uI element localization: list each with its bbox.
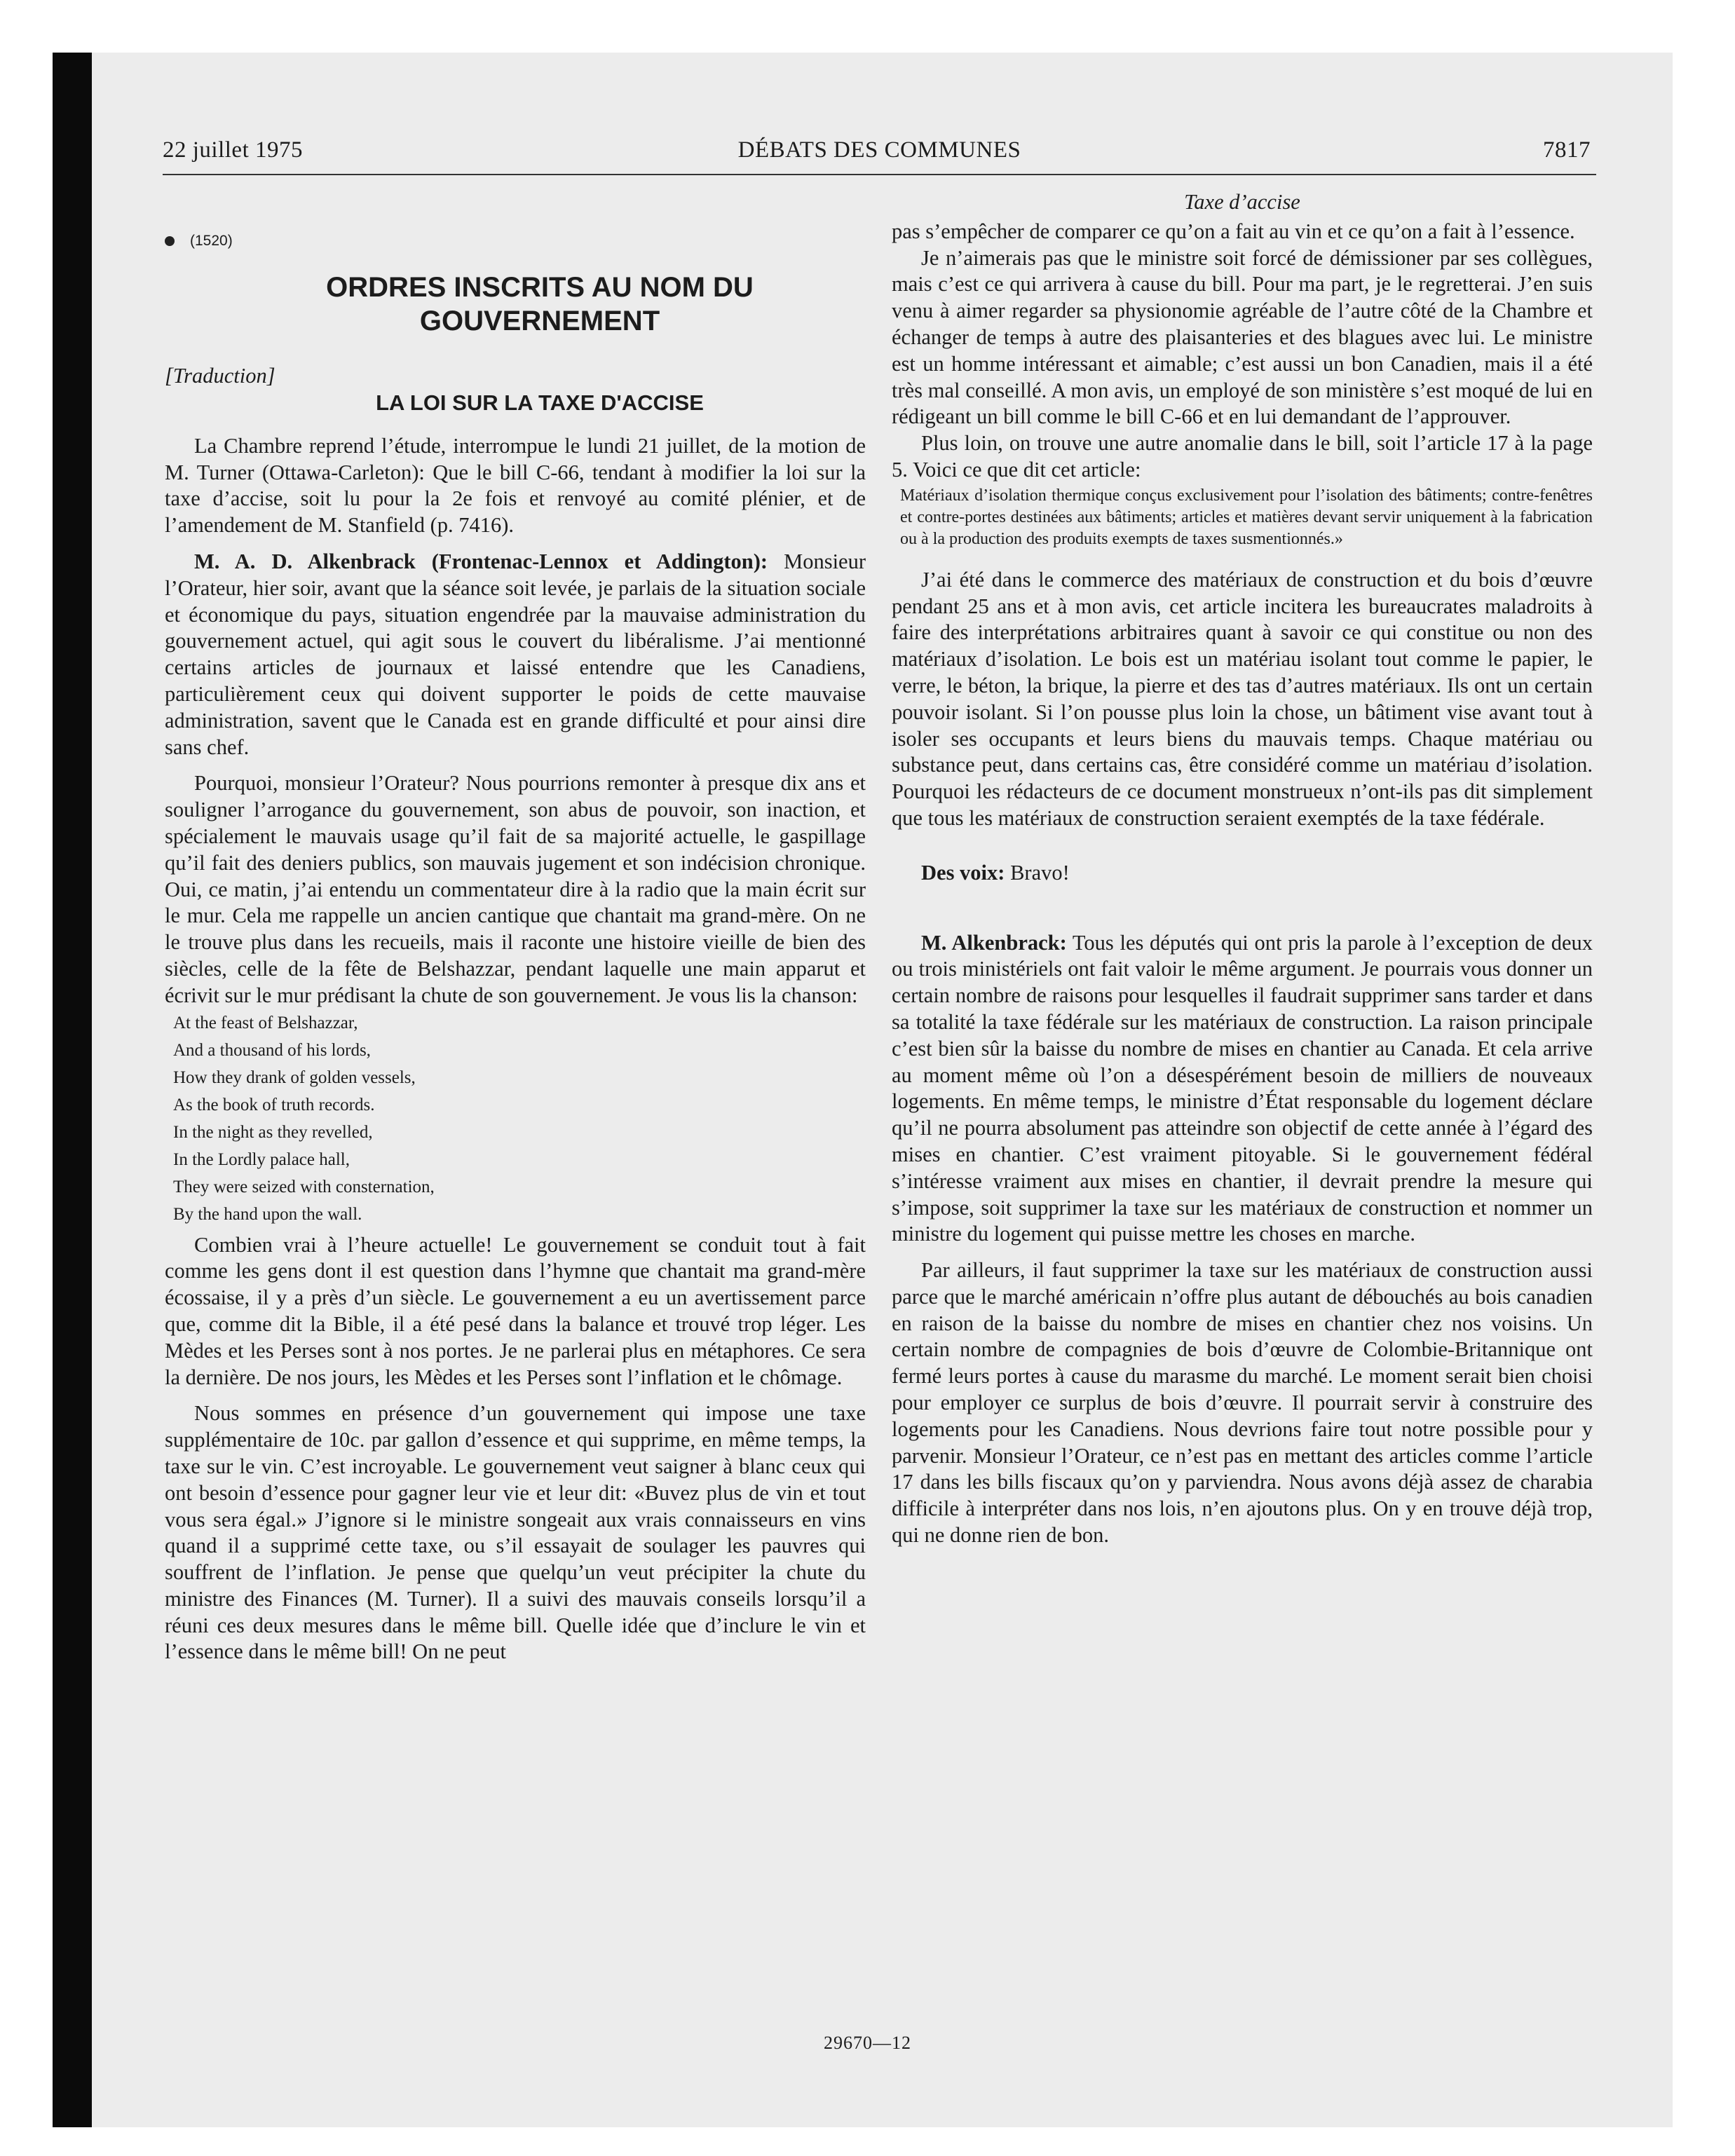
speech-text: Tous les députés qui ont pris la parole à l’exception de deux ou trois ministériels ont fait valoir le même argument. Je pourrais vous donner un certain nombre de raisons pour lesquelles il faudrait supprimer sans tarder et dans sa totalité la taxe fédérale sur les matériaux de construction. La raison principale c’est bien sûr la baisse du nombre de mises en chantier au Canada. Et cela arrive au moment même où l’on a désespérément besoin de milliers de nouveaux logements. En même temps, le ministre d’État responsable du logement déclare qu’il ne pourra absolument pas atteindre son objectif de cette année à l’égard des mises en chantier. C’est vraiment pitoyable. Si le gouvernement fédéral s’intéresse vraiment aux mises en chantier, il devrait prendre la mesure qui s’impose, soit supprimer la taxe sur les matériaux de construction et nommer un ministre du logement qui puisse mettre les choses en marche. [892,930,1593,1246]
speech-text: Monsieur l’Orateur, hier soir, avant que la séance soit levée, je parlais de la situation sociale et économique du pays, situation engendrée par la mauvaise administration du gouvernement actuel, qui agit sous le couvert du libéralisme. J’ai mentionné certains articles de journaux et laissé entendre que les Canadiens, particulièrement ceux qui doivent supporter le poids de cette mauvaise administration, savent que le Canada est en grande difficulté et pour ainsi dire sans chef. [165,549,866,759]
speaker-name: M. Alkenbrack: [921,930,1067,955]
quoted-article: Matériaux d’isolation thermique conçus exclusivement pour l’isolation des bâtiments; contre-fenêtres et contre-portes destinées aux bâtiments; articles et matières devant servir uniquement à la fabrication ou à la production des produits exempts de taxes susmentionnés.» [900,486,1593,548]
paragraph: Combien vrai à l’heure actuelle! Le gouvernement se conduit tout à fait comme les gens dont il est question dans l’hymne que chantait ma grand-mère écossaise, il y a près d’un siècle. Le gouvernement a eu un avertissement parce que, comme dit la Bible, il a été pesé dans la balance et trouvé trop léger. Les Mèdes et les Perses sont à nos portes. Je ne parlerai plus en métaphores. Ce sera la dernière. De nos jours, les Mèdes et les Perses sont l’inflation et le chômage. [165,1232,866,1389]
page-header [163,133,1596,175]
scan-edge [53,53,92,2127]
speech-text: Bravo! [1010,860,1070,885]
paragraph [892,860,1593,887]
paragraph: Plus loin, on trouve une autre anomalie dans le bill, soit l’article 17 à la page 5. Voici ce que dit cet article: [892,431,1593,482]
page-number: 7817 [1543,137,1591,163]
paragraph: Par ailleurs, il faut supprimer la taxe sur les matériaux de construction aussi parce que le marché américain n’offre plus autant de débouchés au bois canadien en raison de la baisse du nombre de mises en chantier chez nos voisins. Un certain nombre de compagnies de bois d’œuvre de Colombie-Britannique ont fermé leurs portes à cause du marasme du marché. Le moment serait bien choisi pour employer ce surplus de bois d’œuvre. Il pourrait servir à construire des logements pour les Canadiens. Nous devrions faire tout notre possible pour y parvenir. Monsieur l’Orateur, ce n’est pas en mettant des articles comme l’article 17 dans les bills fiscaux qu’on y parviendra. Nous avons déjà assez de charabia difficile à interpréter dans nos lois, n’en ajoutons plus. On y en trouve déjà trop, qui ne donne rien de bon. [892,1258,1593,1548]
header-title: DÉBATS DES COMMUNES [737,137,1021,163]
verse-line: How they drank of golden vessels, [173,1067,416,1087]
paragraph: Je n’aimerais pas que le ministre soit forcé de démissioner par ses collègues, mais c’est ce qui arrivera à cause du bill. Pour ma part, je le regretterai. J’en suis venu à aimer regarder sa physionomie agréable de l’autre côté de la Chambre et échanger de temps à autre des plaisanteries et des blagues avec lui. Le ministre est un homme intéressant et aimable; c’est aussi un bon Canadien, mais il a été très mal conseillé. A mon avis, un employé de son ministère s’est moqué de lui en rédigeant un bill comme le bill C-66 et en lui demandant de l’approuver. [892,245,1593,429]
bullet-icon [165,236,175,246]
section-heading: ORDRES INSCRITS AU NOM DU GOUVERNEMENT [326,272,754,336]
paragraph: Pourquoi, monsieur l’Orateur? Nous pourrions remonter à presque dix ans et souligner l’arrogance du gouvernement, son abus de pouvoir, son inaction, et spécialement le mauvais usage qu’il fait de sa majorité actuelle, le gaspillage qu’il fait des deniers publics, son mauvais jugement et son indécision chronique. Oui, ce matin, j’ai entendu un commentateur dire à la radio que la main écrit sur le mur. Cela me rappelle un ancien cantique que chantait ma grand-mère. On ne le trouve plus dans les recueils, mais il raconte une histoire vieille de bien des siècles, celle de la fête de Belshazzar, pendant laquelle une main apparut et écrivit sur le mur prédisant la chute de son gouvernement. Je vous lis la chanson: [165,771,866,1007]
paragraph: Nous sommes en présence d’un gouvernement qui impose une taxe supplémentaire de 10c. par gallon d’essence et qui supprime, en même temps, la taxe sur le vin. C’est incroyable. Le gouvernement veut saigner à blanc ceux qui ont besoin d’essence pour gagner leur vie et leur dit: «Buvez plus de vin et tout vous sera égal.» J’ignore si le ministre songeait aux vrais connaisseurs en vins quand il a supprimé cette taxe, ou s’il essayait de soulager les pauvres qui souffrent de l’inflation. Je pense que quelqu’un veut précipiter la chute du ministre des Finances (M. Turner). Il a suivi des mauvais conseils lorsqu’il a réuni ces deux mesures dans le même bill. Quelle idée que d’inclure le vin et l’essence dans le même bill! On ne peut [165,1401,866,1664]
verse-line: By the hand upon the wall. [173,1204,362,1224]
verse-line: In the night as they revelled, [173,1122,373,1142]
speaker-name: Des voix: [921,860,1005,885]
verse-line: They were seized with consternation, [173,1177,435,1196]
paragraph [165,549,866,760]
verse-line: As the book of truth records. [173,1095,375,1114]
translation-note: [Traduction] [165,364,275,388]
verse-line: And a thousand of his lords, [173,1040,371,1060]
left-column [165,189,866,1665]
time-stamp: (1520) [190,233,233,249]
paragraph: pas s’empêcher de comparer ce qu’on a fait au vin et ce qu’on a fait à l’essence. [892,219,1575,243]
verse-line: In the Lordly palace hall, [173,1149,350,1169]
paragraph: J’ai été dans le commerce des matériaux de construction et du bois d’œuvre pendant 25 ans et à mon avis, cet article incitera les bureaucrates maladroits à faire des interprétations arbitraires quant à savoir ce qui constitue ou non des matériaux d’isolation. Le bois est un matériau isolant tout comme le papier, le verre, le béton, la brique, la pierre et des tas d’autres matériaux. Ils ont un certain pouvoir isolant. Si l’on pousse plus loin la chose, un bâtiment vise avant tout à isoler ses occupants et leurs biens du mauvais temps. Chaque matériau ou substance peut, dans certains cas, être considéré comme un matériau d’isolation. Pourquoi les rédacteurs de ce document monstrueux n’ont-ils pas dit simplement que tous les matériaux de construction seraient exemptés de la taxe fédérale. [892,567,1593,830]
time-marker [165,231,866,251]
header-date: 22 juillet 1975 [163,137,303,163]
bill-subheading: LA LOI SUR LA TAXE D'ACCISE [376,390,704,415]
hymn-verse [165,1009,866,1228]
footer-code: 29670—12 [824,2033,911,2053]
paragraph: La Chambre reprend l’étude, interrompue le lundi 21 juillet, de la motion de M. Turner (Ottawa-Carleton): Que le bill C-66, tendant à modifier la loi sur la taxe d’accise, soit lu pour la 2e fois et renvoyé au comité plénier, et de l’amendement de M. Stanfield (p. 7416). [165,433,866,538]
speaker-name: M. A. D. Alkenbrack (Frontenac-Lennox et Addington): [194,549,768,573]
paragraph [892,930,1593,1248]
verse-line: At the feast of Belshazzar, [173,1013,358,1032]
right-column [892,189,1593,1549]
section-title: Taxe d’accise [1184,190,1300,214]
